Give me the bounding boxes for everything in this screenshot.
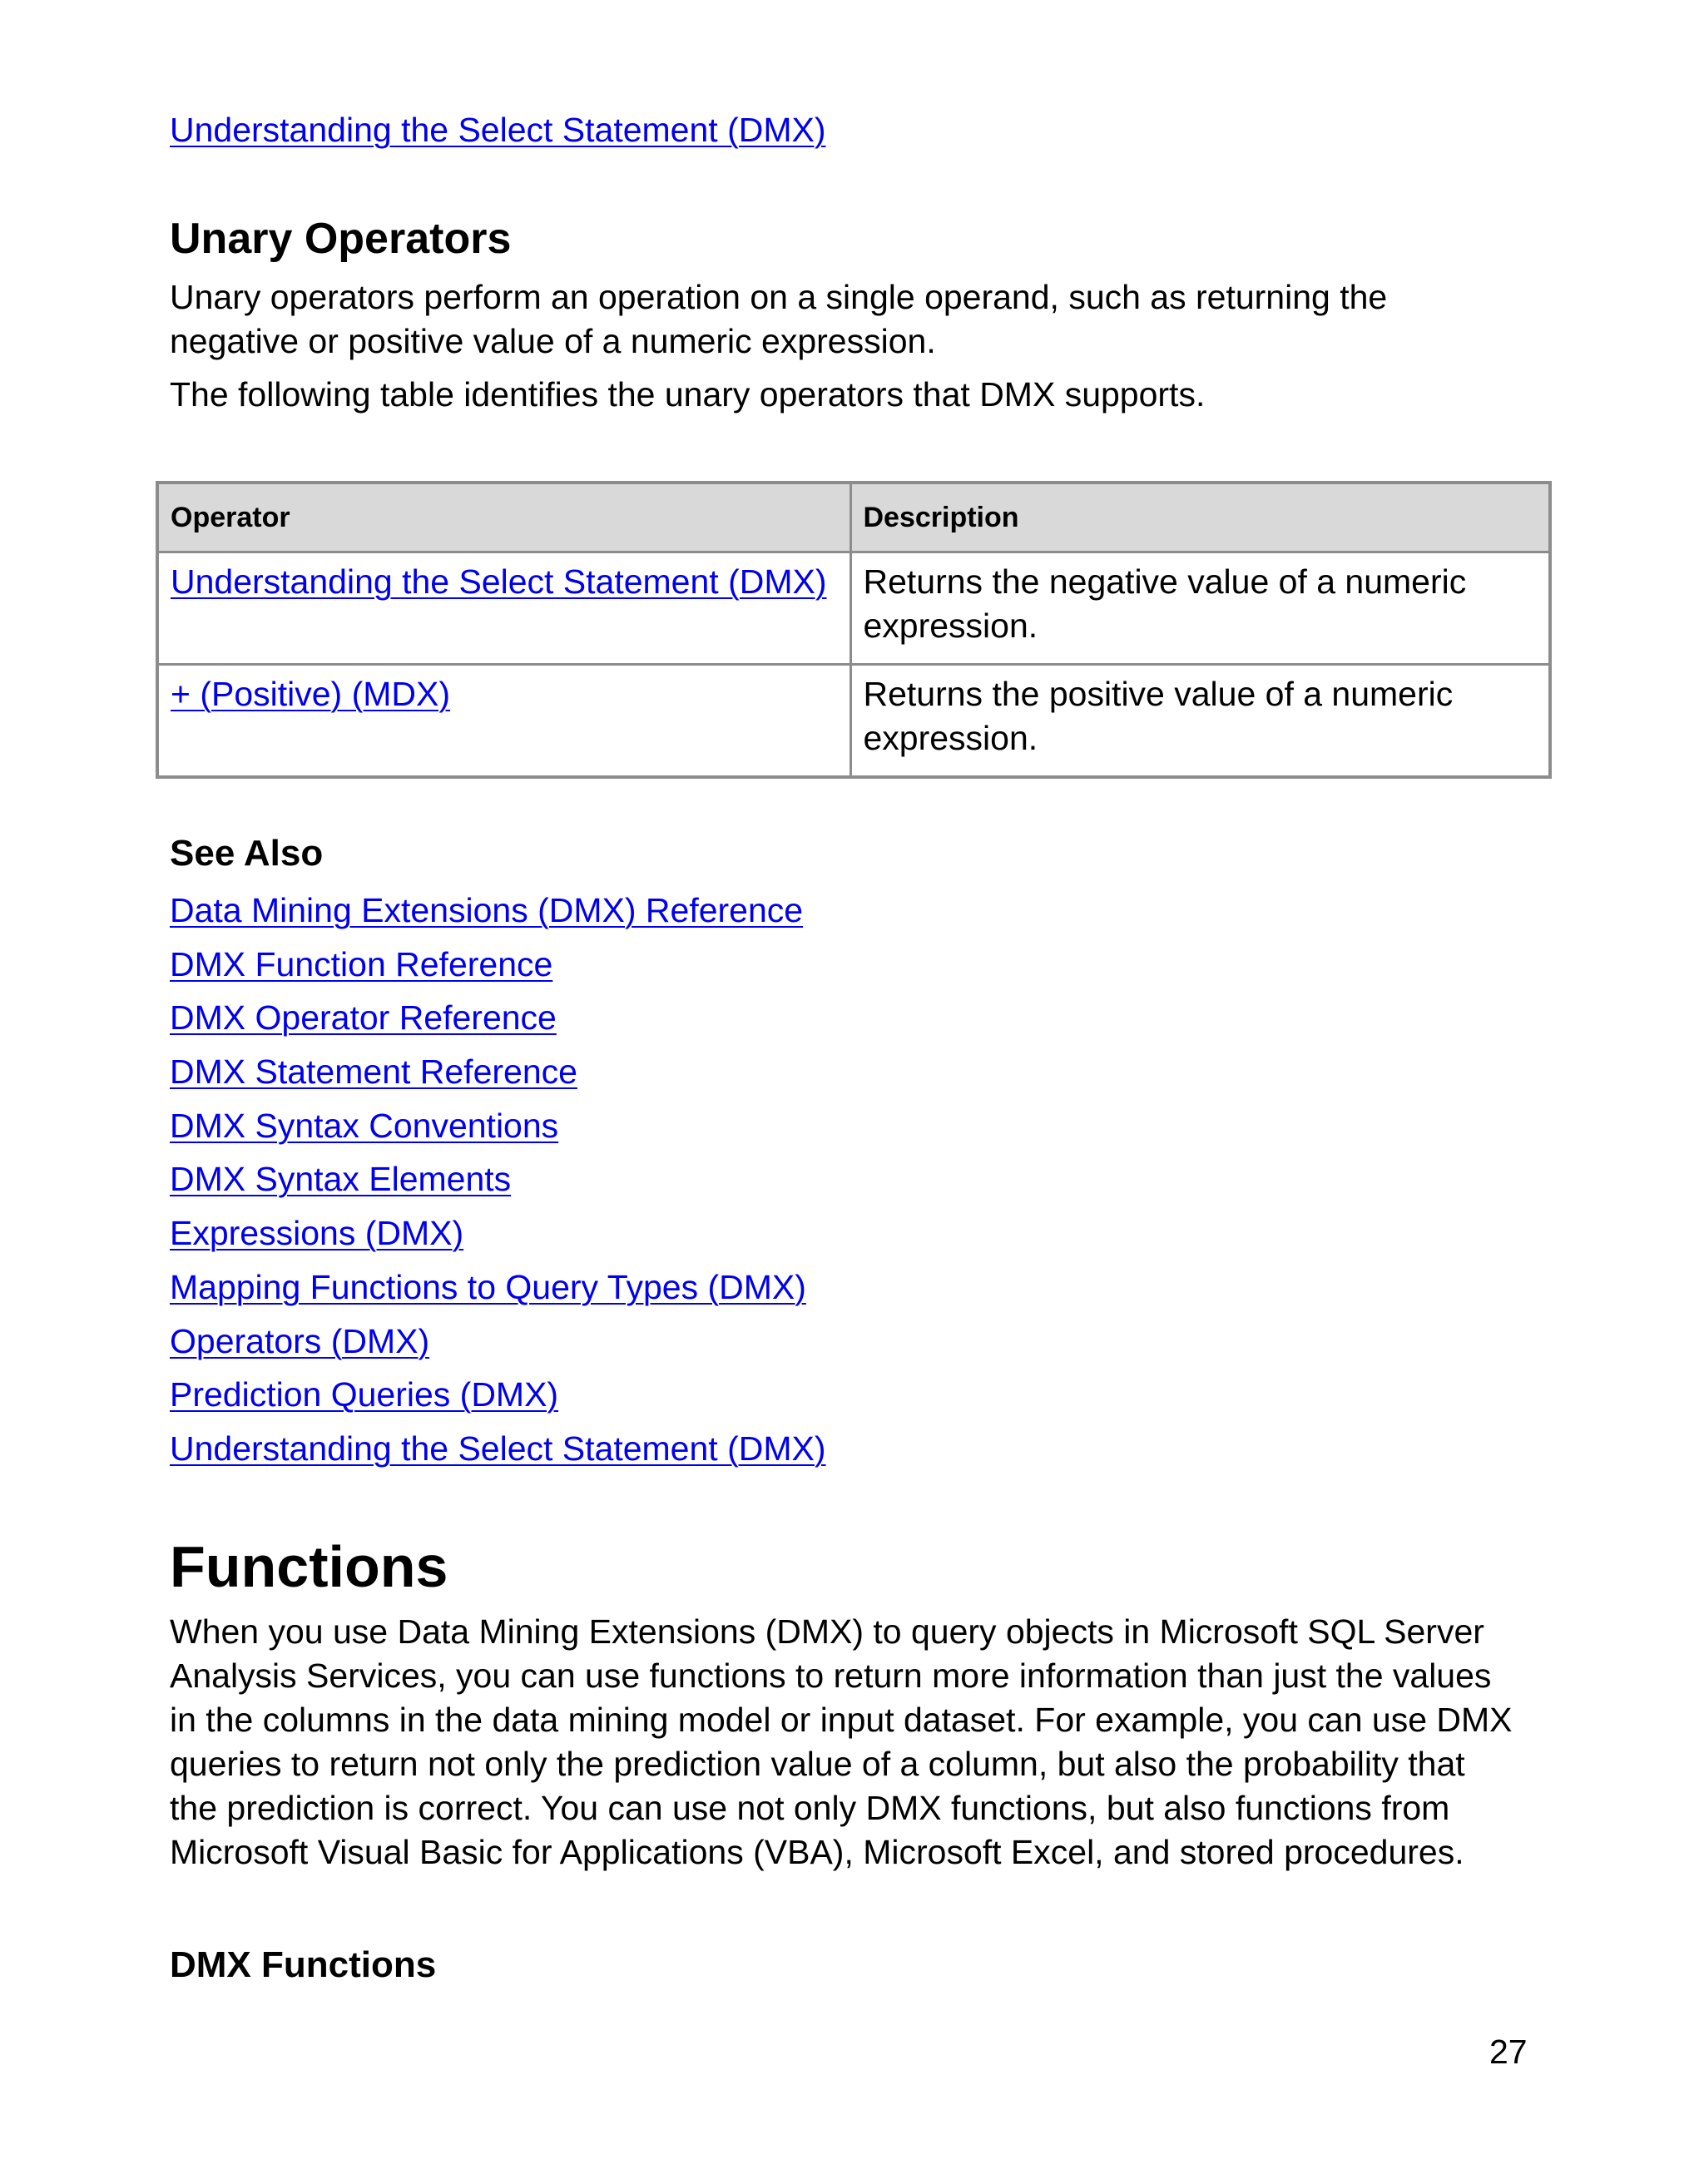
page-number: 27 — [1489, 2033, 1528, 2071]
see-also-heading: See Also — [170, 833, 324, 874]
list-item — [170, 1048, 826, 1102]
description-cell: Returns the negative value of a numeric expression. — [850, 552, 1550, 665]
list-item — [170, 941, 826, 995]
see-also-link[interactable]: DMX Syntax Conventions — [170, 1106, 559, 1145]
see-also-link[interactable]: Prediction Queries (DMX) — [170, 1375, 559, 1414]
see-also-link[interactable]: Data Mining Extensions (DMX) Reference — [170, 891, 804, 929]
list-item — [170, 994, 826, 1048]
list-item — [170, 1318, 826, 1372]
see-also-link[interactable]: Operators (DMX) — [170, 1321, 430, 1360]
see-also-link[interactable]: DMX Operator Reference — [170, 998, 557, 1038]
see-also-link[interactable]: DMX Syntax Elements — [170, 1160, 512, 1199]
unary-para-1: Unary operators perform an operation on a single operand, such as returning the negative or positive value of a numeric expression. — [170, 278, 1388, 360]
list-item — [170, 1264, 826, 1318]
column-header-operator: Operator — [157, 483, 850, 552]
table-row — [157, 665, 1550, 778]
unary-operators-table — [156, 481, 1552, 779]
functions-description: When you use Data Mining Extensions (DMX) to query objects in Microsoft SQL Server Analysis Services, you can use functions to return more information than just the values in the columns in the data mining model or input dataset. For example, you can use DMX queries to return not only the prediction value of a column, but also the probability that the prediction is correct. You can use not only DMX functions, but also functions from Microsoft Visual Basic for Applications (VBA), Microsoft Excel, and stored procedures. — [170, 1612, 1513, 1871]
operator-link-negative[interactable]: Understanding the Select Statement (DMX) — [171, 562, 827, 601]
unary-operators-heading: Unary Operators — [170, 215, 512, 263]
operator-cell — [157, 552, 850, 665]
unary-para-2: The following table identifies the unary operators that DMX supports. — [170, 375, 1206, 414]
column-header-description: Description — [850, 483, 1550, 552]
list-item — [170, 1210, 826, 1264]
see-also-link[interactable]: Mapping Functions to Query Types (DMX) — [170, 1267, 806, 1306]
operator-cell — [157, 665, 850, 778]
see-also-link[interactable]: DMX Statement Reference — [170, 1052, 577, 1092]
list-item — [170, 1156, 826, 1210]
table-row — [157, 552, 1550, 665]
see-also-link[interactable]: Understanding the Select Statement (DMX) — [170, 1429, 826, 1468]
functions-heading: Functions — [170, 1534, 448, 1599]
description-cell: Returns the positive value of a numeric expression. — [850, 665, 1550, 778]
list-item — [170, 1425, 826, 1479]
list-item — [170, 1371, 826, 1425]
unary-operators-description — [170, 275, 1534, 417]
table-header-row — [157, 483, 1550, 552]
dmx-functions-heading: DMX Functions — [170, 1944, 437, 1985]
operator-link-positive[interactable]: + (Positive) (MDX) — [171, 675, 451, 713]
link-understanding-select-statement[interactable]: Understanding the Select Statement (DMX) — [170, 111, 826, 149]
list-item — [170, 887, 826, 941]
list-item — [170, 1102, 826, 1156]
see-also-link[interactable]: DMX Function Reference — [170, 944, 553, 983]
see-also-list — [170, 887, 826, 1479]
see-also-link[interactable]: Expressions (DMX) — [170, 1214, 464, 1253]
